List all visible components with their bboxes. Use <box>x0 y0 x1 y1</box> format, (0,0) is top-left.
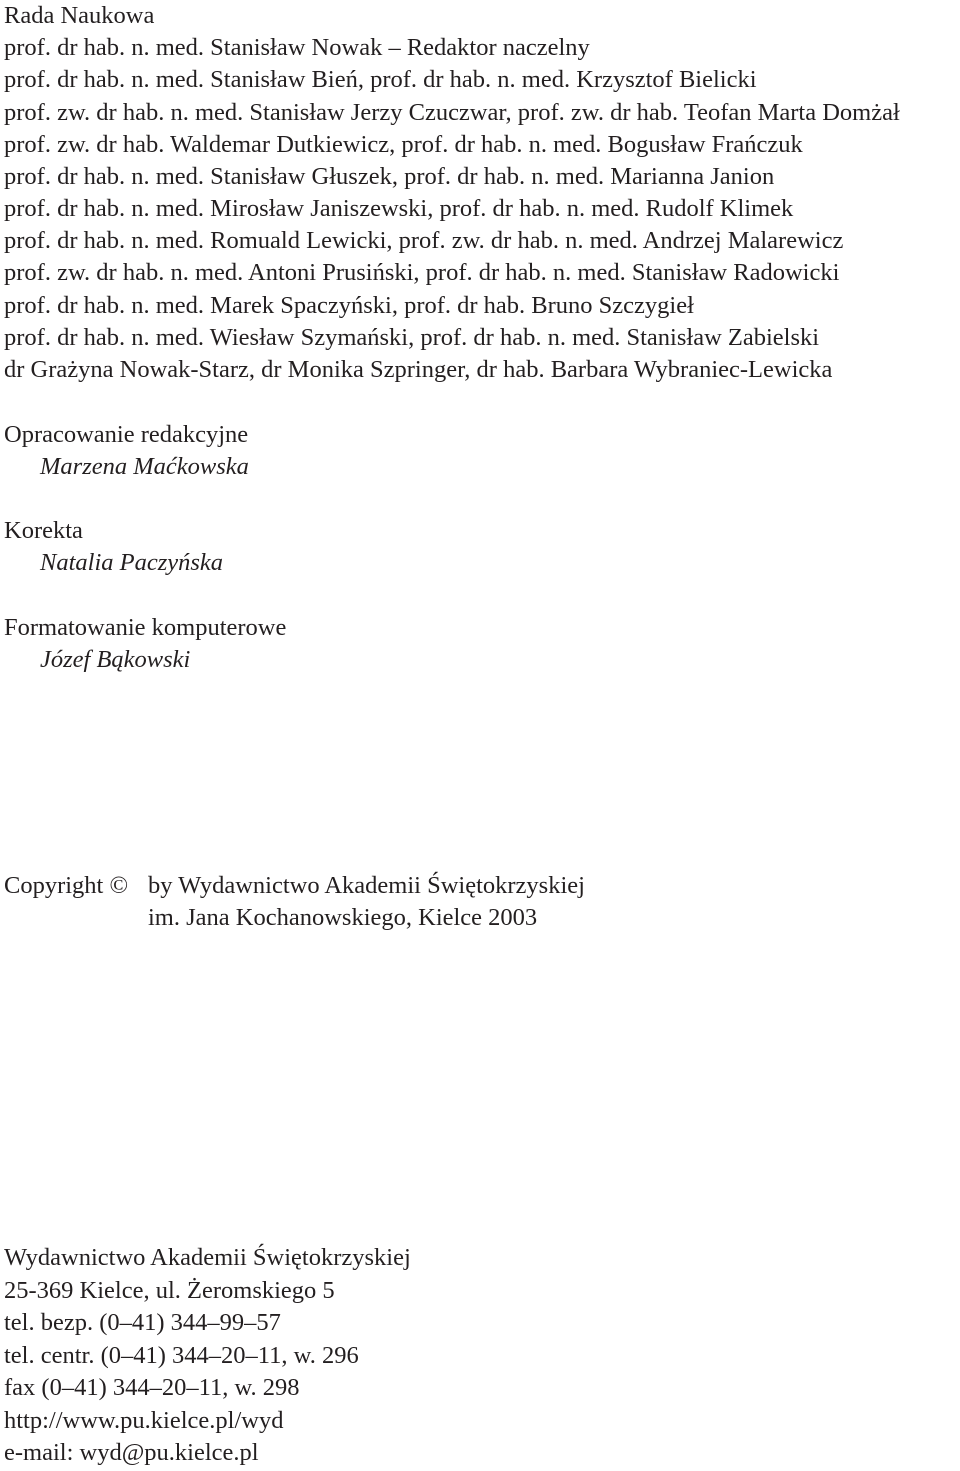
credit-name-typesetting: Józef Bąkowski <box>40 646 191 673</box>
board-member-line: prof. zw. dr hab. n. med. Stanisław Jerzy Czuczwar, prof. zw. dr hab. Teofan Marta Domżał <box>4 99 900 126</box>
publisher-fax: fax (0–41) 344–20–11, w. 298 <box>4 1374 300 1401</box>
credit-role-typesetting: Formatowanie komputerowe <box>4 614 287 641</box>
credit-name-proofreading: Natalia Paczyńska <box>40 549 224 576</box>
board-member-line: prof. dr hab. n. med. Stanisław Głuszek, prof. dr hab. n. med. Marianna Janion <box>4 163 775 190</box>
publisher-address: 25-369 Kielce, ul. Żeromskiego 5 <box>4 1277 335 1304</box>
publisher-name: Wydawnictwo Akademii Świętokrzyskiej <box>4 1244 411 1271</box>
board-member-line: prof. dr hab. n. med. Marek Spaczyński, prof. dr hab. Bruno Szczygieł <box>4 292 694 319</box>
editorial-board-heading: Rada Naukowa <box>4 2 155 29</box>
copyright-line-2: im. Jana Kochanowskiego, Kielce 2003 <box>148 904 538 931</box>
board-member-line: prof. dr hab. n. med. Stanisław Bień, prof. dr hab. n. med. Krzysztof Bielicki <box>4 66 757 93</box>
credit-role-editing: Opracowanie redakcyjne <box>4 421 249 448</box>
credit-name-editing: Marzena Maćkowska <box>40 453 249 480</box>
publisher-tel-central: tel. centr. (0–41) 344–20–11, w. 296 <box>4 1342 359 1369</box>
board-member-line: dr Grażyna Nowak-Starz, dr Monika Szpringer, dr hab. Barbara Wybraniec-Lewicka <box>4 356 833 383</box>
copyright-label: Copyright © <box>4 872 129 899</box>
board-member-line: prof. zw. dr hab. n. med. Antoni Prusiński, prof. dr hab. n. med. Stanisław Radowicki <box>4 259 840 286</box>
board-member-line: prof. dr hab. n. med. Wiesław Szymański, prof. dr hab. n. med. Stanisław Zabielski <box>4 324 820 351</box>
publisher-website-link[interactable]: http://www.pu.kielce.pl/wyd <box>4 1407 284 1434</box>
board-member-line: prof. zw. dr hab. Waldemar Dutkiewicz, prof. dr hab. n. med. Bogusław Frańczuk <box>4 131 803 158</box>
credit-role-proofreading: Korekta <box>4 517 83 544</box>
board-member-line: prof. dr hab. n. med. Romuald Lewicki, prof. zw. dr hab. n. med. Andrzej Malarewicz <box>4 227 844 254</box>
publisher-email-link[interactable]: e-mail: wyd@pu.kielce.pl <box>4 1439 259 1466</box>
board-member-line: prof. dr hab. n. med. Mirosław Janiszewski, prof. dr hab. n. med. Rudolf Klimek <box>4 195 794 222</box>
board-member-line: prof. dr hab. n. med. Stanisław Nowak – Redaktor naczelny <box>4 34 590 61</box>
copyright-line-1: by Wydawnictwo Akademii Świętokrzyskiej <box>148 872 585 899</box>
publisher-tel-direct: tel. bezp. (0–41) 344–99–57 <box>4 1309 281 1336</box>
